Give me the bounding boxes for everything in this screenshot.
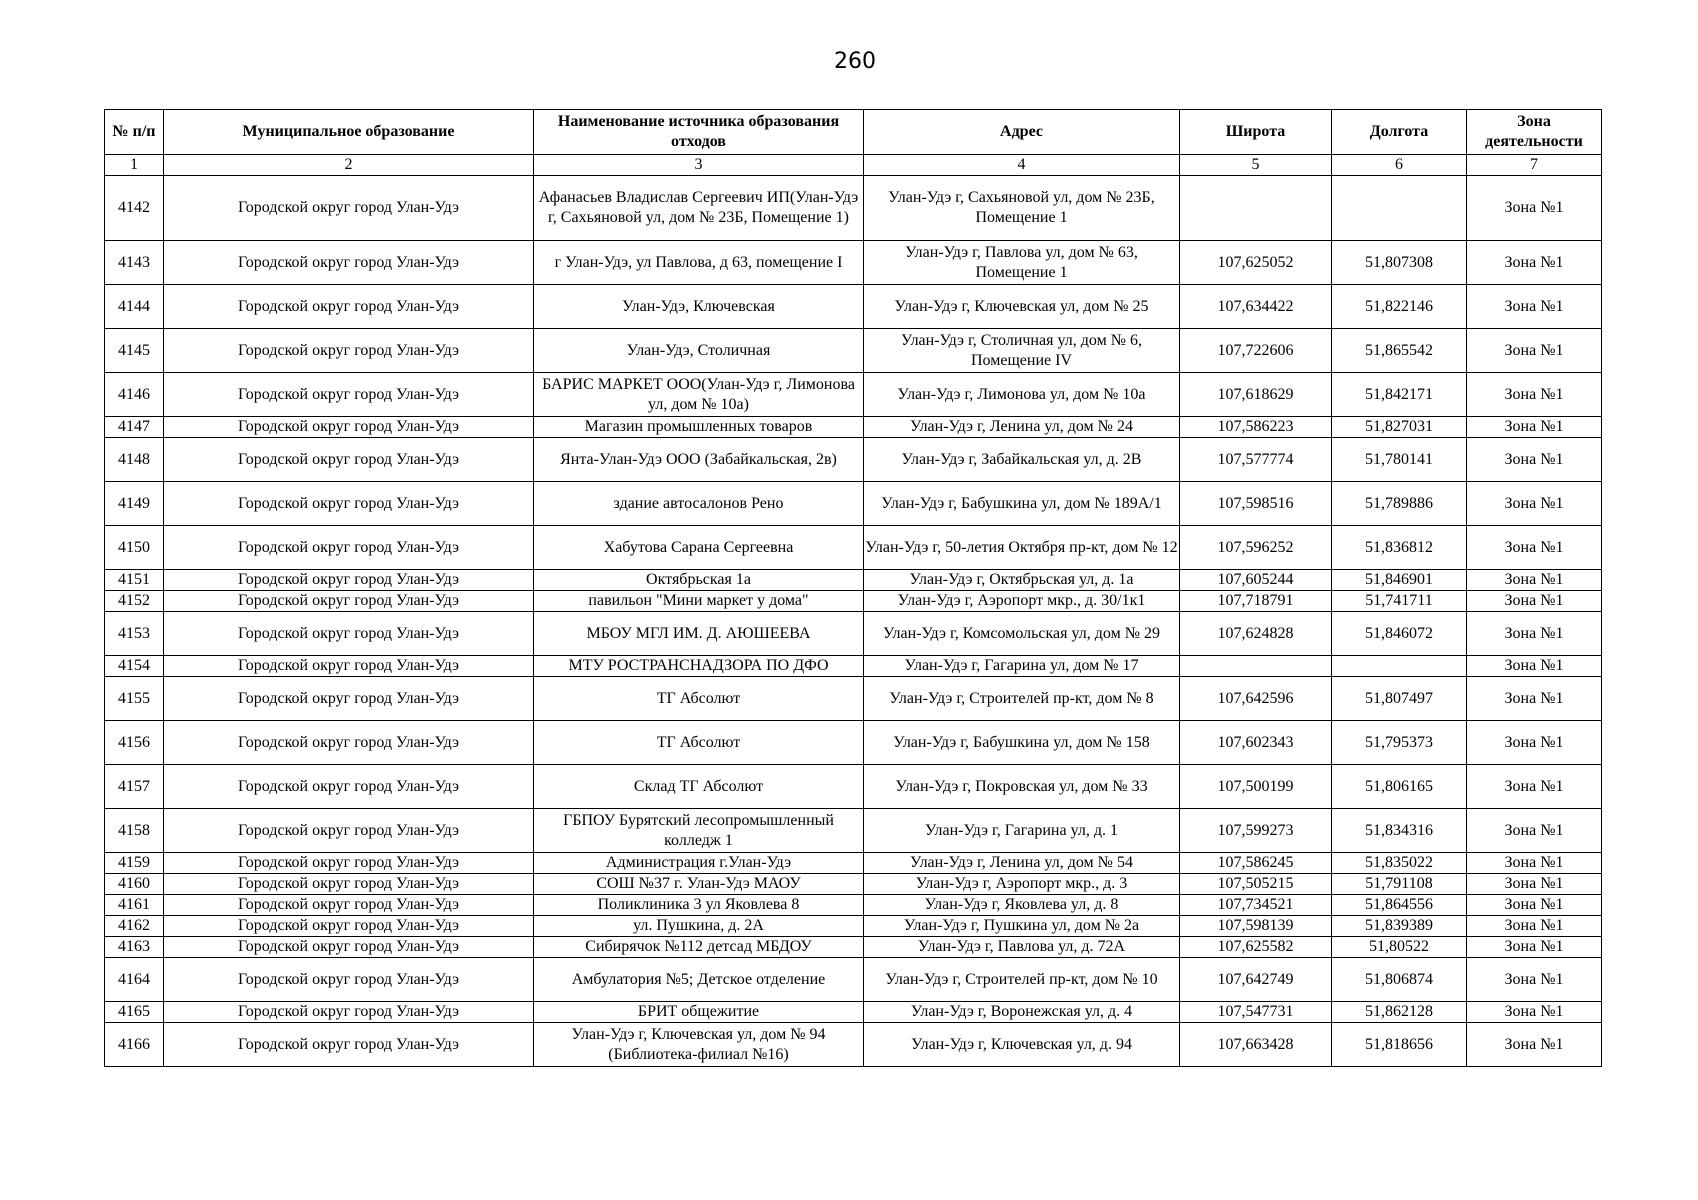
latitude-cell: 107,624828 xyxy=(1180,612,1332,656)
table-row xyxy=(105,591,1602,612)
longitude-cell: 51,80522 xyxy=(1332,937,1467,958)
header-latitude: Широта xyxy=(1180,110,1332,155)
municipality-cell: Городской округ город Улан-Удэ xyxy=(164,895,534,916)
header-municipality: Муниципальное образование xyxy=(164,110,534,155)
zone-cell: Зона №1 xyxy=(1467,853,1602,874)
column-number: 1 xyxy=(105,155,164,176)
address-cell: Улан-Удэ г, Комсомольская ул, дом № 29 xyxy=(864,612,1180,656)
municipality-cell: Городской округ город Улан-Удэ xyxy=(164,329,534,373)
zone-cell: Зона №1 xyxy=(1467,438,1602,482)
source-name-cell: г Улан-Удэ, ул Павлова, д 63, помещение I xyxy=(534,241,864,285)
header-longitude: Долгота xyxy=(1332,110,1467,155)
source-name-cell: ТГ Абсолют xyxy=(534,677,864,721)
longitude-cell: 51,836812 xyxy=(1332,526,1467,570)
table-row xyxy=(105,765,1602,809)
latitude-cell: 107,642749 xyxy=(1180,958,1332,1002)
latitude-cell: 107,547731 xyxy=(1180,1002,1332,1023)
latitude-cell: 107,722606 xyxy=(1180,329,1332,373)
row-number: 4160 xyxy=(105,874,164,895)
longitude-cell: 51,839389 xyxy=(1332,916,1467,937)
longitude-cell: 51,806165 xyxy=(1332,765,1467,809)
address-cell: Улан-Удэ г, Ленина ул, дом № 24 xyxy=(864,417,1180,438)
longitude-cell xyxy=(1332,176,1467,241)
zone-cell: Зона №1 xyxy=(1467,721,1602,765)
table-row xyxy=(105,612,1602,656)
address-cell: Улан-Удэ г, Покровская ул, дом № 33 xyxy=(864,765,1180,809)
latitude-cell: 107,602343 xyxy=(1180,721,1332,765)
zone-cell: Зона №1 xyxy=(1467,329,1602,373)
source-name-cell: Склад ТГ Абсолют xyxy=(534,765,864,809)
longitude-cell: 51,862128 xyxy=(1332,1002,1467,1023)
longitude-cell: 51,842171 xyxy=(1332,373,1467,417)
row-number: 4152 xyxy=(105,591,164,612)
row-number: 4159 xyxy=(105,853,164,874)
longitude-cell: 51,741711 xyxy=(1332,591,1467,612)
municipality-cell: Городской округ город Улан-Удэ xyxy=(164,591,534,612)
table-row xyxy=(105,1023,1602,1067)
row-number: 4142 xyxy=(105,176,164,241)
longitude-cell: 51,835022 xyxy=(1332,853,1467,874)
table-row xyxy=(105,916,1602,937)
source-name-cell: Администрация г.Улан-Удэ xyxy=(534,853,864,874)
source-name-cell: ГБПОУ Бурятский лесопромышленный колледж 1 xyxy=(534,809,864,853)
latitude-cell xyxy=(1180,656,1332,677)
table-row xyxy=(105,570,1602,591)
zone-cell: Зона №1 xyxy=(1467,937,1602,958)
source-name-cell: Октябрьская 1а xyxy=(534,570,864,591)
latitude-cell: 107,599273 xyxy=(1180,809,1332,853)
row-number: 4153 xyxy=(105,612,164,656)
row-number: 4158 xyxy=(105,809,164,853)
latitude-cell: 107,586223 xyxy=(1180,417,1332,438)
source-name-cell: Поликлиника 3 ул Яковлева 8 xyxy=(534,895,864,916)
address-cell: Улан-Удэ г, 50-летия Октября пр-кт, дом № 12 xyxy=(864,526,1180,570)
latitude-cell: 107,596252 xyxy=(1180,526,1332,570)
municipality-cell: Городской округ город Улан-Удэ xyxy=(164,438,534,482)
longitude-cell: 51,834316 xyxy=(1332,809,1467,853)
row-number: 4164 xyxy=(105,958,164,1002)
municipality-cell: Городской округ город Улан-Удэ xyxy=(164,241,534,285)
municipality-cell: Городской округ город Улан-Удэ xyxy=(164,765,534,809)
address-cell: Улан-Удэ г, Пушкина ул, дом № 2а xyxy=(864,916,1180,937)
address-cell: Улан-Удэ г, Воронежская ул, д. 4 xyxy=(864,1002,1180,1023)
longitude-cell: 51,818656 xyxy=(1332,1023,1467,1067)
source-name-cell: БАРИС МАРКЕТ ООО(Улан-Удэ г, Лимонова ул, дом № 10а) xyxy=(534,373,864,417)
address-cell: Улан-Удэ г, Сахьяновой ул, дом № 23Б, Помещение 1 xyxy=(864,176,1180,241)
latitude-cell: 107,598516 xyxy=(1180,482,1332,526)
address-cell: Улан-Удэ г, Павлова ул, д. 72А xyxy=(864,937,1180,958)
longitude-cell: 51,791108 xyxy=(1332,874,1467,895)
municipality-cell: Городской округ город Улан-Удэ xyxy=(164,482,534,526)
row-number: 4143 xyxy=(105,241,164,285)
address-cell: Улан-Удэ г, Гагарина ул, д. 1 xyxy=(864,809,1180,853)
source-name-cell: Афанасьев Владислав Сергеевич ИП(Улан-Удэ г, Сахьяновой ул, дом № 23Б, Помещение 1) xyxy=(534,176,864,241)
table-row xyxy=(105,677,1602,721)
row-number: 4145 xyxy=(105,329,164,373)
municipality-cell: Городской округ город Улан-Удэ xyxy=(164,853,534,874)
table-row xyxy=(105,285,1602,329)
row-number: 4146 xyxy=(105,373,164,417)
longitude-cell: 51,846072 xyxy=(1332,612,1467,656)
longitude-cell: 51,846901 xyxy=(1332,570,1467,591)
latitude-cell: 107,663428 xyxy=(1180,1023,1332,1067)
municipality-cell: Городской округ город Улан-Удэ xyxy=(164,916,534,937)
address-cell: Улан-Удэ г, Ключевская ул, дом № 25 xyxy=(864,285,1180,329)
longitude-cell xyxy=(1332,656,1467,677)
row-number: 4149 xyxy=(105,482,164,526)
municipality-cell: Городской округ город Улан-Удэ xyxy=(164,937,534,958)
table-row xyxy=(105,482,1602,526)
municipality-cell: Городской округ город Улан-Удэ xyxy=(164,1002,534,1023)
table-row xyxy=(105,853,1602,874)
address-cell: Улан-Удэ г, Бабушкина ул, дом № 189А/1 xyxy=(864,482,1180,526)
zone-cell: Зона №1 xyxy=(1467,809,1602,853)
zone-cell: Зона №1 xyxy=(1467,373,1602,417)
header-number: № п/п xyxy=(105,110,164,155)
municipality-cell: Городской округ город Улан-Удэ xyxy=(164,176,534,241)
zone-cell: Зона №1 xyxy=(1467,526,1602,570)
longitude-cell: 51,780141 xyxy=(1332,438,1467,482)
longitude-cell: 51,795373 xyxy=(1332,721,1467,765)
row-number: 4157 xyxy=(105,765,164,809)
table-row xyxy=(105,656,1602,677)
latitude-cell: 107,586245 xyxy=(1180,853,1332,874)
longitude-cell: 51,822146 xyxy=(1332,285,1467,329)
zone-cell: Зона №1 xyxy=(1467,677,1602,721)
zone-cell: Зона №1 xyxy=(1467,591,1602,612)
source-name-cell: Улан-Удэ, Ключевская xyxy=(534,285,864,329)
zone-cell: Зона №1 xyxy=(1467,895,1602,916)
row-number: 4148 xyxy=(105,438,164,482)
table-row xyxy=(105,241,1602,285)
longitude-cell: 51,864556 xyxy=(1332,895,1467,916)
zone-cell: Зона №1 xyxy=(1467,1023,1602,1067)
longitude-cell: 51,865542 xyxy=(1332,329,1467,373)
table-body xyxy=(105,176,1602,1067)
address-cell: Улан-Удэ г, Строителей пр-кт, дом № 8 xyxy=(864,677,1180,721)
zone-cell: Зона №1 xyxy=(1467,241,1602,285)
municipality-cell: Городской округ город Улан-Удэ xyxy=(164,677,534,721)
municipality-cell: Городской округ город Улан-Удэ xyxy=(164,809,534,853)
column-number: 7 xyxy=(1467,155,1602,176)
source-name-cell: здание автосалонов Рено xyxy=(534,482,864,526)
address-cell: Улан-Удэ г, Яковлева ул, д. 8 xyxy=(864,895,1180,916)
zone-cell: Зона №1 xyxy=(1467,570,1602,591)
row-number: 4150 xyxy=(105,526,164,570)
source-name-cell: Янта-Улан-Удэ ООО (Забайкальская, 2в) xyxy=(534,438,864,482)
latitude-cell: 107,625052 xyxy=(1180,241,1332,285)
municipality-cell: Городской округ город Улан-Удэ xyxy=(164,612,534,656)
row-number: 4161 xyxy=(105,895,164,916)
source-name-cell: Хабутова Сарана Сергеевна xyxy=(534,526,864,570)
address-cell: Улан-Удэ г, Ленина ул, дом № 54 xyxy=(864,853,1180,874)
row-number: 4166 xyxy=(105,1023,164,1067)
source-name-cell: Улан-Удэ г, Ключевская ул, дом № 94 (Библиотека-филиал №16) xyxy=(534,1023,864,1067)
table-row xyxy=(105,958,1602,1002)
table-row xyxy=(105,809,1602,853)
address-cell: Улан-Удэ г, Октябрьская ул, д. 1а xyxy=(864,570,1180,591)
municipality-cell: Городской округ город Улан-Удэ xyxy=(164,1023,534,1067)
row-number: 4165 xyxy=(105,1002,164,1023)
row-number: 4156 xyxy=(105,721,164,765)
table-header-row xyxy=(105,110,1602,155)
source-name-cell: Сибирячок №112 детсад МБДОУ xyxy=(534,937,864,958)
source-name-cell: ул. Пушкина, д. 2А xyxy=(534,916,864,937)
row-number: 4147 xyxy=(105,417,164,438)
latitude-cell: 107,642596 xyxy=(1180,677,1332,721)
municipality-cell: Городской округ город Улан-Удэ xyxy=(164,373,534,417)
table-row xyxy=(105,721,1602,765)
latitude-cell: 107,598139 xyxy=(1180,916,1332,937)
table-row xyxy=(105,329,1602,373)
municipality-cell: Городской округ город Улан-Удэ xyxy=(164,874,534,895)
latitude-cell: 107,605244 xyxy=(1180,570,1332,591)
column-number: 4 xyxy=(864,155,1180,176)
address-cell: Улан-Удэ г, Павлова ул, дом № 63, Помещение 1 xyxy=(864,241,1180,285)
zone-cell: Зона №1 xyxy=(1467,874,1602,895)
table-row xyxy=(105,438,1602,482)
table-row xyxy=(105,526,1602,570)
zone-cell: Зона №1 xyxy=(1467,612,1602,656)
latitude-cell: 107,718791 xyxy=(1180,591,1332,612)
address-cell: Улан-Удэ г, Строителей пр-кт, дом № 10 xyxy=(864,958,1180,1002)
latitude-cell: 107,577774 xyxy=(1180,438,1332,482)
address-cell: Улан-Удэ г, Гагарина ул, дом № 17 xyxy=(864,656,1180,677)
table-row xyxy=(105,176,1602,241)
address-cell: Улан-Удэ г, Аэропорт мкр., д. 30/1к1 xyxy=(864,591,1180,612)
longitude-cell: 51,807308 xyxy=(1332,241,1467,285)
address-cell: Улан-Удэ г, Бабушкина ул, дом № 158 xyxy=(864,721,1180,765)
column-number: 2 xyxy=(164,155,534,176)
row-number: 4163 xyxy=(105,937,164,958)
row-number: 4151 xyxy=(105,570,164,591)
zone-cell: Зона №1 xyxy=(1467,958,1602,1002)
latitude-cell: 107,500199 xyxy=(1180,765,1332,809)
source-name-cell: МБОУ МГЛ ИМ. Д. АЮШЕЕВА xyxy=(534,612,864,656)
address-cell: Улан-Удэ г, Лимонова ул, дом № 10а xyxy=(864,373,1180,417)
address-cell: Улан-Удэ г, Аэропорт мкр., д. 3 xyxy=(864,874,1180,895)
waste-sources-table xyxy=(104,109,1602,1067)
source-name-cell: БРИТ общежитие xyxy=(534,1002,864,1023)
source-name-cell: Амбулатория №5; Детское отделение xyxy=(534,958,864,1002)
column-number: 3 xyxy=(534,155,864,176)
longitude-cell: 51,827031 xyxy=(1332,417,1467,438)
column-number: 6 xyxy=(1332,155,1467,176)
table-row xyxy=(105,373,1602,417)
municipality-cell: Городской округ город Улан-Удэ xyxy=(164,417,534,438)
latitude-cell xyxy=(1180,176,1332,241)
zone-cell: Зона №1 xyxy=(1467,176,1602,241)
header-address: Адрес xyxy=(864,110,1180,155)
zone-cell: Зона №1 xyxy=(1467,916,1602,937)
zone-cell: Зона №1 xyxy=(1467,765,1602,809)
address-cell: Улан-Удэ г, Забайкальская ул, д. 2В xyxy=(864,438,1180,482)
zone-cell: Зона №1 xyxy=(1467,482,1602,526)
table-row xyxy=(105,874,1602,895)
longitude-cell: 51,807497 xyxy=(1332,677,1467,721)
row-number: 4155 xyxy=(105,677,164,721)
table-row xyxy=(105,937,1602,958)
header-source-name: Наименование источника образования отходов xyxy=(534,110,864,155)
latitude-cell: 107,734521 xyxy=(1180,895,1332,916)
source-name-cell: ТГ Абсолют xyxy=(534,721,864,765)
row-number: 4144 xyxy=(105,285,164,329)
table-row xyxy=(105,1002,1602,1023)
municipality-cell: Городской округ город Улан-Удэ xyxy=(164,285,534,329)
longitude-cell: 51,789886 xyxy=(1332,482,1467,526)
zone-cell: Зона №1 xyxy=(1467,417,1602,438)
address-cell: Улан-Удэ г, Ключевская ул, д. 94 xyxy=(864,1023,1180,1067)
header-zone: Зона деятельности xyxy=(1467,110,1602,155)
row-number: 4154 xyxy=(105,656,164,677)
source-name-cell: Магазин промышленных товаров xyxy=(534,417,864,438)
source-name-cell: МТУ РОСТРАНСНАДЗОРА ПО ДФО xyxy=(534,656,864,677)
table-row xyxy=(105,895,1602,916)
source-name-cell: Улан-Удэ, Столичная xyxy=(534,329,864,373)
municipality-cell: Городской округ город Улан-Удэ xyxy=(164,656,534,677)
municipality-cell: Городской округ город Улан-Удэ xyxy=(164,721,534,765)
municipality-cell: Городской округ город Улан-Удэ xyxy=(164,526,534,570)
zone-cell: Зона №1 xyxy=(1467,656,1602,677)
latitude-cell: 107,618629 xyxy=(1180,373,1332,417)
latitude-cell: 107,505215 xyxy=(1180,874,1332,895)
address-cell: Улан-Удэ г, Столичная ул, дом № 6, Помещение IV xyxy=(864,329,1180,373)
zone-cell: Зона №1 xyxy=(1467,1002,1602,1023)
page-number: 260 xyxy=(834,49,876,74)
municipality-cell: Городской округ город Улан-Удэ xyxy=(164,570,534,591)
row-number: 4162 xyxy=(105,916,164,937)
column-number-row xyxy=(105,155,1602,176)
source-name-cell: павильон "Мини маркет у дома" xyxy=(534,591,864,612)
source-name-cell: СОШ №37 г. Улан-Удэ МАОУ xyxy=(534,874,864,895)
latitude-cell: 107,625582 xyxy=(1180,937,1332,958)
zone-cell: Зона №1 xyxy=(1467,285,1602,329)
longitude-cell: 51,806874 xyxy=(1332,958,1467,1002)
table-row xyxy=(105,417,1602,438)
column-number: 5 xyxy=(1180,155,1332,176)
municipality-cell: Городской округ город Улан-Удэ xyxy=(164,958,534,1002)
latitude-cell: 107,634422 xyxy=(1180,285,1332,329)
